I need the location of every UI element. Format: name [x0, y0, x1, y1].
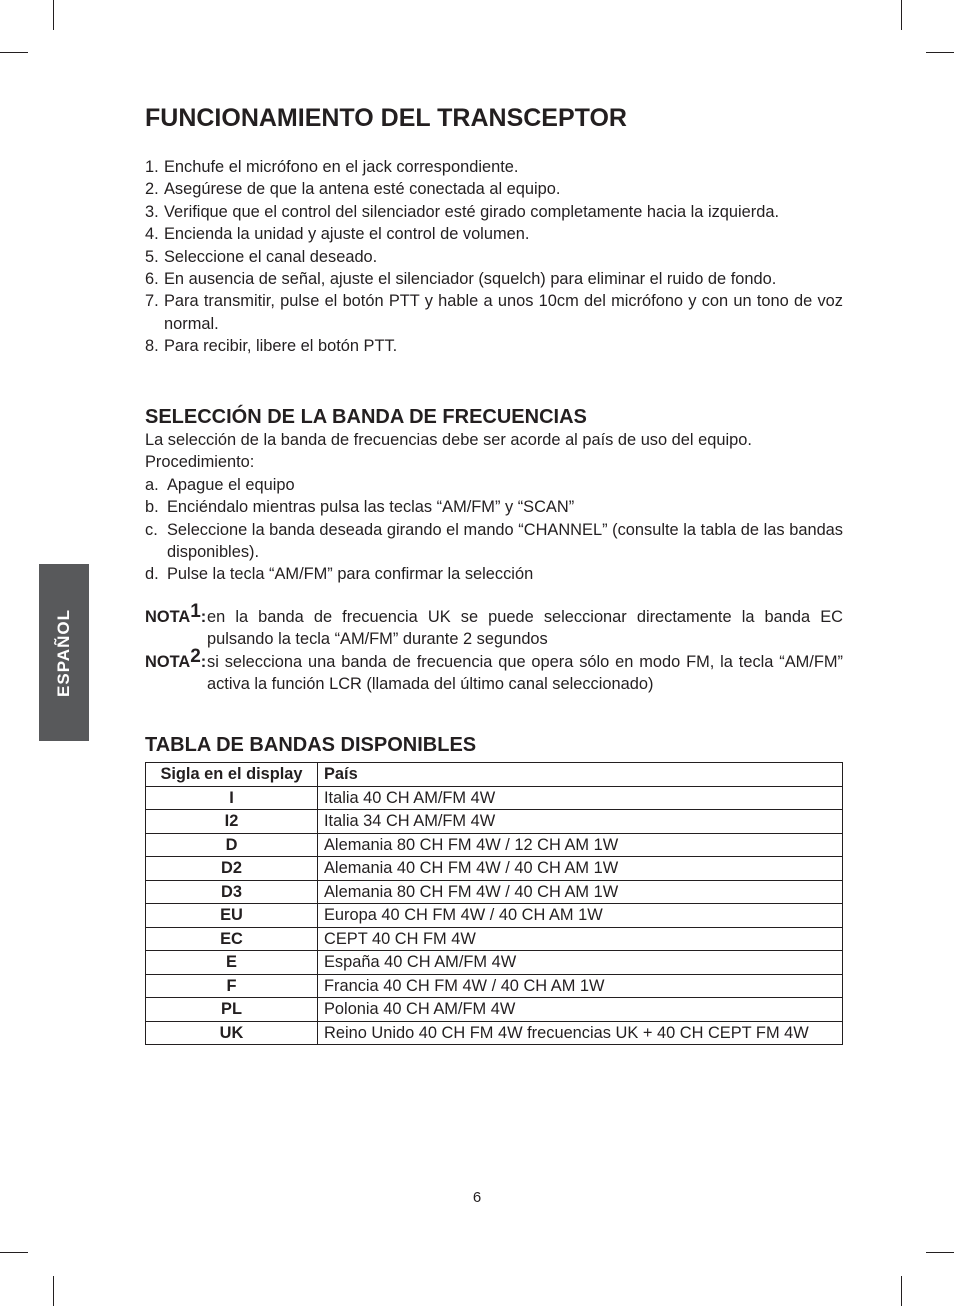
list-item — [145, 246, 843, 268]
table-row — [146, 998, 843, 1022]
step-letter: d. — [145, 565, 159, 584]
band-code-cell: D — [146, 833, 318, 857]
table-header-row — [146, 763, 843, 787]
crop-mark — [901, 0, 902, 30]
crop-mark — [926, 1252, 954, 1253]
band-code-cell: PL — [146, 998, 318, 1022]
procedure-steps-list — [145, 474, 843, 586]
crop-mark — [0, 52, 28, 53]
band-code-cell: EU — [146, 904, 318, 928]
crop-mark — [926, 52, 954, 53]
band-code-cell: I — [146, 786, 318, 810]
step-text: Seleccione el canal deseado. — [164, 247, 378, 266]
band-code-cell: EC — [146, 927, 318, 951]
step-text: Asegúrese de que la antena esté conectada al equipo. — [164, 180, 561, 199]
list-item — [145, 335, 843, 357]
step-text: Enciéndalo mientras pulsa las teclas “AM/FM” y “SCAN” — [167, 498, 575, 517]
band-code-cell: F — [146, 974, 318, 998]
step-number: 1. — [145, 158, 159, 176]
step-number: 2. — [145, 180, 159, 199]
band-code-cell: E — [146, 951, 318, 975]
note-colon: : — [200, 608, 207, 626]
table-row — [146, 904, 843, 928]
step-text: Para recibir, libere el botón PTT. — [164, 337, 398, 356]
step-text: Para transmitir, pulse el botón PTT y hable a unos 10cm del micrófono y con un tono de voz normal. — [164, 292, 843, 333]
note-number: 1 — [190, 601, 201, 622]
section-title-funcionamiento: FUNCIONAMIENTO DEL TRANSCEPTOR — [145, 104, 627, 132]
band-country-cell: España 40 CH AM/FM 4W — [318, 951, 843, 975]
list-item — [145, 290, 843, 335]
list-item — [145, 201, 843, 223]
step-number: 7. — [145, 292, 159, 311]
note-label — [145, 645, 207, 673]
step-number: 3. — [145, 202, 159, 221]
section-title-tabla: TABLA DE BANDAS DISPONIBLES — [145, 734, 477, 756]
language-side-tab — [39, 564, 89, 741]
bands-table-section — [145, 734, 843, 1045]
table-row — [146, 951, 843, 975]
operation-steps-list — [145, 156, 843, 358]
band-country-cell: Italia 40 CH AM/FM 4W — [318, 786, 843, 810]
list-item — [145, 223, 843, 245]
note-label-text: NOTA — [145, 652, 191, 671]
step-number: 6. — [145, 270, 159, 289]
step-text: En ausencia de señal, ajuste el silenciador (squelch) para eliminar el ruido de fondo. — [164, 270, 777, 289]
crop-mark — [0, 1252, 28, 1253]
band-country-cell: Polonia 40 CH AM/FM 4W — [318, 998, 843, 1022]
band-country-cell: Alemania 40 CH FM 4W / 40 CH AM 1W — [318, 857, 843, 881]
step-text: Encienda la unidad y ajuste el control de volumen. — [164, 225, 530, 244]
step-number: 8. — [145, 337, 159, 356]
list-item — [145, 519, 843, 564]
band-country-cell: Alemania 80 CH FM 4W / 40 CH AM 1W — [318, 880, 843, 904]
note-text: en la banda de frecuencia UK se puede seleccionar directamente la banda EC pulsando la tecla “AM/FM” durante 2 segundos — [207, 608, 843, 649]
table-row — [146, 786, 843, 810]
list-item — [145, 268, 843, 290]
step-text: Verifique que el control del silenciador esté girado completamente hacia la izquierda. — [164, 202, 780, 221]
page-number: 6 — [472, 1189, 482, 1206]
list-item — [145, 563, 843, 585]
band-country-cell: Italia 34 CH AM/FM 4W — [318, 810, 843, 834]
band-selection-intro: La selección de la banda de frecuencias debe ser acorde al país de uso del equipo. — [145, 431, 752, 449]
crop-mark — [53, 0, 54, 30]
band-country-cell: Europa 40 CH FM 4W / 40 CH AM 1W — [318, 904, 843, 928]
note-number: 2 — [190, 645, 201, 667]
language-label: ESPAÑOL — [54, 608, 73, 697]
list-item — [145, 156, 843, 178]
step-letter: c. — [145, 520, 158, 539]
step-letter: b. — [145, 498, 159, 517]
table-row — [146, 880, 843, 904]
section-title-seleccion: SELECCIÓN DE LA BANDA DE FRECUENCIAS — [145, 406, 587, 428]
note-text: si selecciona una banda de frecuencia que opera sólo en modo FM, la tecla “AM/FM” activa la función LCR (llamada del último canal seleccionado) — [207, 652, 843, 694]
band-code-cell: D3 — [146, 880, 318, 904]
note-label-text: NOTA — [145, 608, 191, 626]
band-code-cell: D2 — [146, 857, 318, 881]
note-label — [145, 601, 207, 628]
procedure-label: Procedimiento: — [145, 453, 255, 472]
table-row — [146, 833, 843, 857]
step-number: 4. — [145, 225, 159, 244]
band-country-cell: CEPT 40 CH FM 4W — [318, 927, 843, 951]
table-row — [146, 974, 843, 998]
step-text: Seleccione la banda deseada girando el mando “CHANNEL” (consulte la tabla de las bandas disponibles). — [167, 520, 843, 562]
table-row — [146, 927, 843, 951]
band-country-cell: Alemania 80 CH FM 4W / 12 CH AM 1W — [318, 833, 843, 857]
band-code-cell: UK — [146, 1021, 318, 1045]
bands-table — [145, 762, 843, 1045]
step-text: Enchufe el micrófono en el jack correspondiente. — [164, 158, 519, 176]
crop-mark — [53, 1276, 54, 1306]
list-item — [145, 474, 843, 496]
list-item — [145, 178, 843, 200]
note — [145, 645, 843, 696]
notes-block — [145, 601, 843, 696]
band-country-cell: Francia 40 CH FM 4W / 40 CH AM 1W — [318, 974, 843, 998]
step-text: Apague el equipo — [167, 475, 295, 494]
crop-mark — [901, 1276, 902, 1306]
band-selection-section — [145, 406, 843, 586]
table-row — [146, 857, 843, 881]
note — [145, 601, 843, 651]
band-code-cell: I2 — [146, 810, 318, 834]
note-colon: : — [200, 652, 207, 671]
column-header-pais: País — [318, 763, 843, 787]
column-header-sigla: Sigla en el display — [146, 763, 318, 787]
list-item — [145, 496, 843, 518]
table-row — [146, 810, 843, 834]
band-country-cell: Reino Unido 40 CH FM 4W frecuencias UK + 40 CH CEPT FM 4W — [318, 1021, 843, 1045]
step-letter: a. — [145, 475, 159, 494]
step-text: Pulse la tecla “AM/FM” para confirmar la selección — [167, 565, 534, 584]
step-number: 5. — [145, 247, 159, 266]
table-row — [146, 1021, 843, 1045]
